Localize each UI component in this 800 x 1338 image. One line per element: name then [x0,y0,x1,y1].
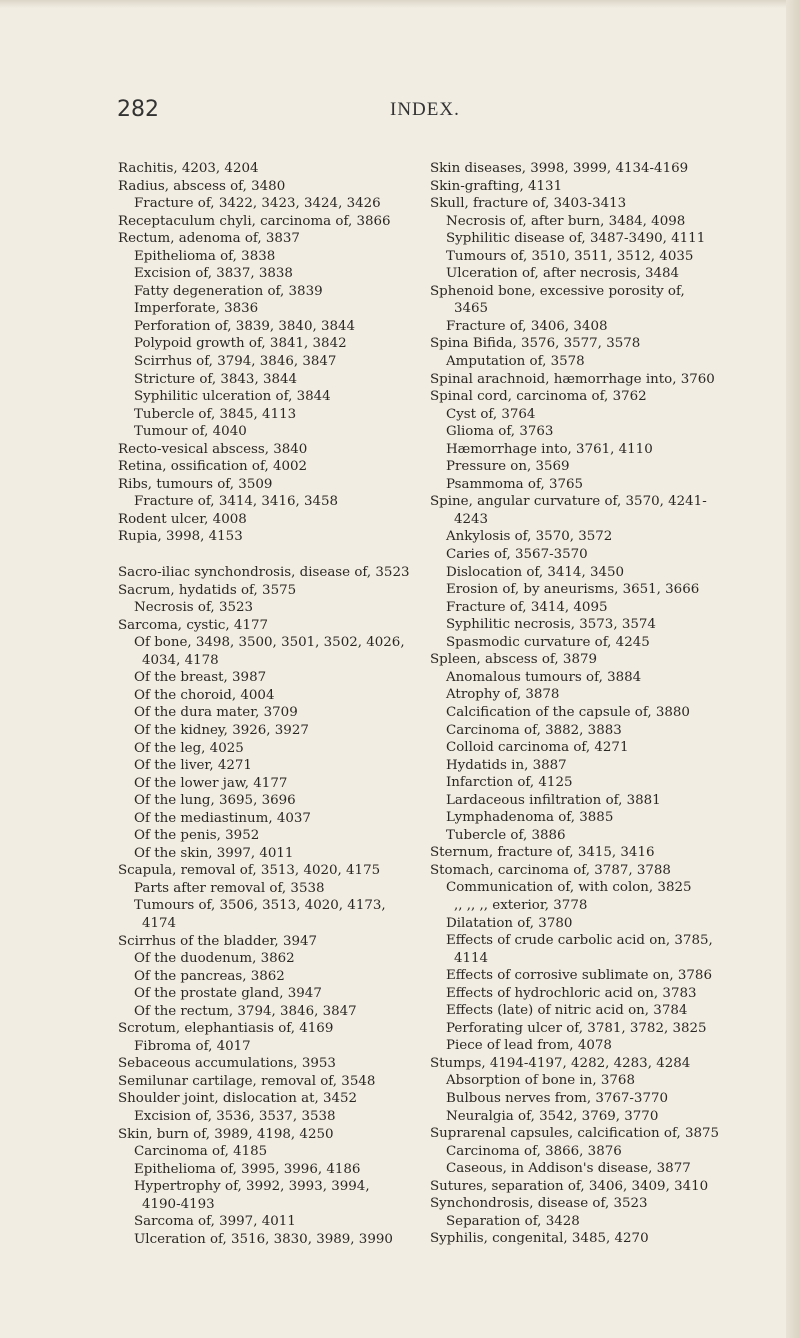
index-subentry: Of the liver, 4271 [134,758,252,774]
index-entry: Sternum, fracture of, 3415, 3416 [430,845,655,861]
index-entry: Sacro-iliac synchondrosis, disease of, 3523 [118,565,410,581]
index-subentry: Tumours of, 3506, 3513, 4020, 4173, [134,898,386,914]
index-entry: Skull, fracture of, 3403-3413 [430,196,627,212]
index-entry: Sutures, separation of, 3406, 3409, 3410 [430,1178,709,1194]
index-subentry: Of bone, 3498, 3500, 3501, 3502, 4026, [134,635,405,651]
index-subentry: Of the mediastinum, 4037 [134,810,311,826]
index-entry: Retina, ossification of, 4002 [118,459,308,475]
index-subentry: Piece of lead from, 4078 [446,1038,612,1054]
page-header [0,97,800,127]
index-subentry: Neuralgia of, 3542, 3769, 3770 [446,1108,659,1124]
index-subentry: Anomalous tumours of, 3884 [446,669,642,685]
index-subentry: Glioma of, 3763 [446,424,554,440]
index-subentry: Of the duodenum, 3862 [134,951,295,967]
index-subentry: Stricture of, 3843, 3844 [134,371,298,387]
index-subentry: Ankylosis of, 3570, 3572 [446,529,613,545]
index-subentry: Of the lower jaw, 4177 [134,775,288,791]
index-continuation: 3465 [454,301,489,317]
index-subentry: Dilatation of, 3780 [446,915,573,931]
index-continuation: 4190-4193 [142,1196,215,1212]
index-subentry: Parts after removal of, 3538 [134,880,325,896]
index-subentry: Of the lung, 3695, 3696 [134,793,296,809]
index-entry: Rectum, adenoma of, 3837 [118,231,300,247]
index-subentry: Effects of hydrochloric acid on, 3783 [446,985,697,1001]
index-subentry: Of the skin, 3997, 4011 [134,845,294,861]
index-subentry: Scirrhus of, 3794, 3846, 3847 [134,354,337,370]
index-subentry: Of the penis, 3952 [134,828,260,844]
index-entry: Rupia, 3998, 4153 [118,529,243,545]
index-subentry: Fracture of, 3406, 3408 [446,318,608,334]
index-subentry: Lardaceous infiltration of, 3881 [446,792,661,808]
index-entry: Sphenoid bone, excessive porosity of, [430,283,685,299]
index-subentry: Effects of crude carbolic acid on, 3785, [446,933,713,949]
index-subentry: Of the dura mater, 3709 [134,705,298,721]
index-entry: Spinal arachnoid, hæmorrhage into, 3760 [430,371,715,387]
index-entry: Ribs, tumours of, 3509 [118,476,273,492]
index-subentry: Hæmorrhage into, 3761, 4110 [446,441,653,457]
index-entry: Syphilis, congenital, 3485, 4270 [430,1231,649,1247]
index-subentry: Lymphadenoma of, 3885 [446,810,614,826]
index-entry: Rachitis, 4203, 4204 [118,161,259,176]
index-subentry: Of the rectum, 3794, 3846, 3847 [134,1003,357,1019]
index-subentry: Ulceration of, 3516, 3830, 3989, 3990 [134,1231,393,1247]
index-entry: Stomach, carcinoma of, 3787, 3788 [430,862,671,878]
index-subentry: Pressure on, 3569 [446,459,570,475]
index-subentry: Hydatids in, 3887 [446,757,567,773]
index-subentry: Of the leg, 4025 [134,740,244,756]
index-entry: Semilunar cartilage, removal of, 3548 [118,1073,376,1089]
index-entry: Receptaculum chyli, carcinoma of, 3866 [118,213,391,229]
index-entry: Scrotum, elephantiasis of, 4169 [118,1021,334,1037]
index-subentry: Cyst of, 3764 [446,406,536,422]
index-continuation: 4114 [454,950,489,966]
index-entry: Stumps, 4194-4197, 4282, 4283, 4284 [430,1055,691,1071]
index-entry: Sarcoma, cystic, 4177 [118,617,269,633]
index-subentry: Polypoid growth of, 3841, 3842 [134,336,347,352]
index-entry: Spleen, abscess of, 3879 [430,652,597,668]
index-entry: Sebaceous accumulations, 3953 [118,1056,336,1072]
index-subentry: Fracture of, 3414, 3416, 3458 [134,494,339,510]
index-subentry: Imperforate, 3836 [134,301,259,317]
index-subentry: Fracture of, 3414, 4095 [446,599,608,615]
index-subentry: Atrophy of, 3878 [446,687,560,703]
index-entry: Sacrum, hydatids of, 3575 [118,582,297,598]
index-subentry: Of the pancreas, 3862 [134,968,285,984]
index-continuation: ,, ,, ,, exterior, 3778 [454,897,588,913]
index-entry: Spinal cord, carcinoma of, 3762 [430,389,647,405]
index-subentry: Caries of, 3567-3570 [446,547,588,563]
index-subentry: Erosion of, by aneurisms, 3651, 3666 [446,582,700,598]
index-subentry: Syphilitic necrosis, 3573, 3574 [446,617,656,633]
index-subentry: Caseous, in Addison's disease, 3877 [446,1161,691,1177]
index-continuation: 4243 [454,511,489,527]
index-entry: Suprarenal capsules, calcification of, 3875 [430,1126,720,1142]
index-subentry: Fatty degeneration of, 3839 [134,283,323,299]
index-subentry: Perforating ulcer of, 3781, 3782, 3825 [446,1020,707,1036]
index-entry: Spina Bifida, 3576, 3577, 3578 [430,336,641,352]
index-subentry: Infarction of, 4125 [446,775,573,791]
index-subentry: Fracture of, 3422, 3423, 3424, 3426 [134,196,381,212]
index-continuation: 4174 [142,915,177,931]
index-subentry: Necrosis of, after burn, 3484, 4098 [446,213,686,229]
index-subentry: Carcinoma of, 3866, 3876 [446,1143,622,1159]
index-subentry: Tumours of, 3510, 3511, 3512, 4035 [446,248,694,264]
index-subentry: Excision of, 3536, 3537, 3538 [134,1108,336,1124]
index-subentry: Sarcoma of, 3997, 4011 [134,1214,296,1230]
index-subentry: Epithelioma of, 3838 [134,248,276,264]
index-subentry: Syphilitic ulceration of, 3844 [134,389,331,405]
index-entry: Skin-grafting, 4131 [430,178,563,194]
index-subentry: Bulbous nerves from, 3767-3770 [446,1090,669,1106]
index-subentry: Effects of corrosive sublimate on, 3786 [446,968,712,984]
index-entry: Synchondrosis, disease of, 3523 [430,1196,648,1212]
index-subentry: Carcinoma of, 4185 [134,1144,268,1160]
index-entry: Shoulder joint, dislocation at, 3452 [118,1091,358,1107]
index-subentry: Colloid carcinoma of, 4271 [446,740,629,756]
index-subentry: Epithelioma of, 3995, 3996, 4186 [134,1161,361,1177]
index-subentry: Effects (late) of nitric acid on, 3784 [446,1003,688,1019]
index-subentry: Ulceration of, after necrosis, 3484 [446,266,680,282]
index-subentry: Tubercle of, 3886 [446,827,566,843]
index-column-left [118,160,418,1248]
index-subentry: Dislocation of, 3414, 3450 [446,564,625,580]
index-subentry: Communication of, with colon, 3825 [446,880,692,896]
index-subentry: Necrosis of, 3523 [134,600,254,616]
index-subentry: Psammoma of, 3765 [446,476,584,492]
index-subentry: Of the choroid, 4004 [134,687,275,703]
index-subentry: Fibroma of, 4017 [134,1038,251,1054]
index-subentry: Calcification of the capsule of, 3880 [446,704,690,720]
index-subentry: Tumour of, 4040 [134,424,247,440]
index-entry: Rodent ulcer, 4008 [118,511,247,527]
index-subentry: Syphilitic disease of, 3487-3490, 4111 [446,231,706,247]
index-entry: Skin diseases, 3998, 3999, 4134-4169 [430,161,689,176]
index-subentry: Excision of, 3837, 3838 [134,266,293,282]
index-subentry: Perforation of, 3839, 3840, 3844 [134,318,356,334]
section-gap [118,546,418,564]
index-subentry: Amputation of, 3578 [446,354,585,370]
index-subentry: Separation of, 3428 [446,1213,580,1229]
index-subentry: Of the kidney, 3926, 3927 [134,722,309,738]
index-subentry: Absorption of bone in, 3768 [446,1073,635,1089]
index-entry: Spine, angular curvature of, 3570, 4241- [430,494,707,510]
index-subentry: Of the breast, 3987 [134,670,267,686]
index-entry: Scirrhus of the bladder, 3947 [118,933,318,949]
index-entry: Scapula, removal of, 3513, 4020, 4175 [118,863,381,879]
index-subentry: Carcinoma of, 3882, 3883 [446,722,622,738]
index-entry: Recto-vesical abscess, 3840 [118,441,308,457]
page-number: 282 [117,97,159,122]
index-continuation: 4034, 4178 [142,652,219,668]
index-entry: Skin, burn of, 3989, 4198, 4250 [118,1126,334,1142]
index-subentry: Hypertrophy of, 3992, 3993, 3994, [134,1179,370,1195]
index-subentry: Tubercle of, 3845, 4113 [134,406,297,422]
index-column-right [430,160,790,1248]
index-subentry: Of the prostate gland, 3947 [134,986,322,1002]
running-title: INDEX. [390,99,460,120]
index-entry: Radius, abscess of, 3480 [118,178,286,194]
page-top-shadow [0,0,800,8]
index-subentry: Spasmodic curvature of, 4245 [446,634,650,650]
